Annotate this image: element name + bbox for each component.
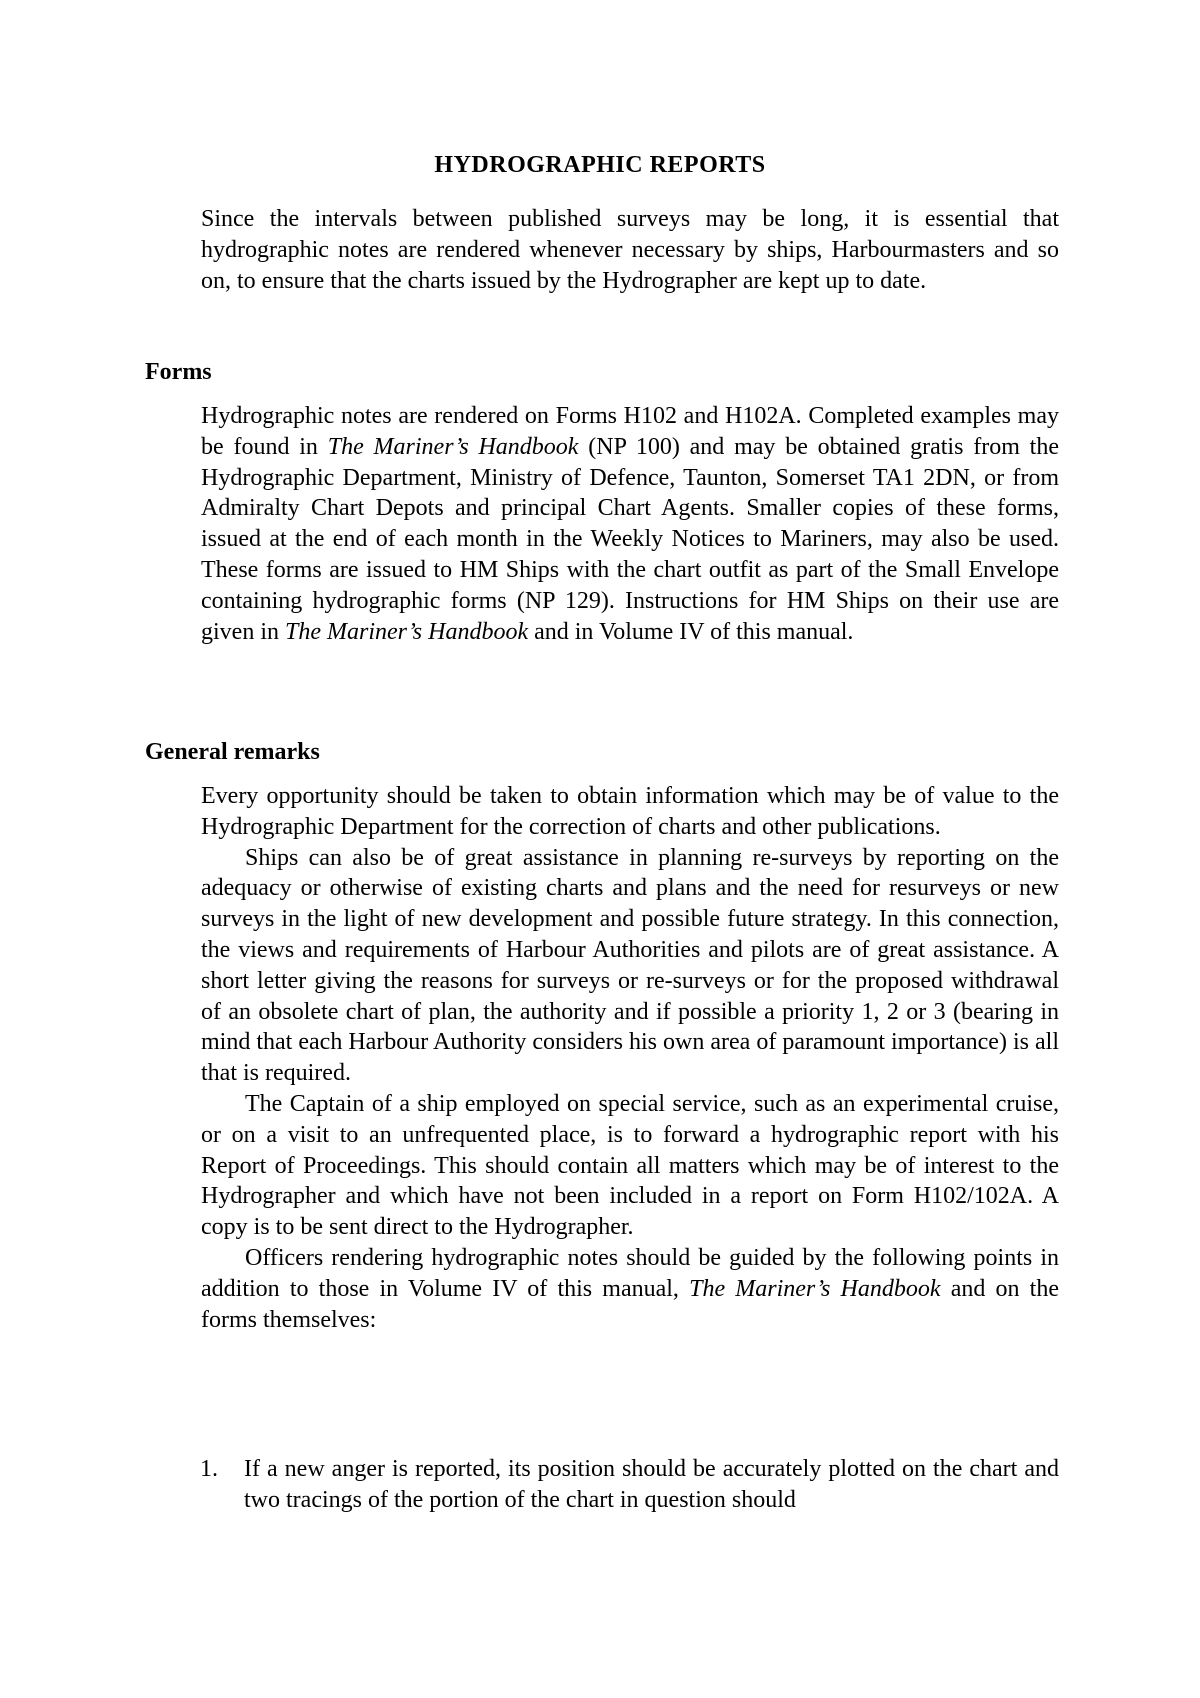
list-item-number: 1. [200,1456,218,1482]
forms-text-part-3: and in Volume IV of this manual. [528,618,854,645]
forms-book-title-1: The Mariner’s Handbook [327,433,579,460]
forms-text [201,401,1059,647]
general-remarks-body [201,781,1059,1335]
intro-text: Since the intervals between published surveys may be long, it is essential that hydrographic notes are rendered whenever necessary by ships, Harbourmasters and so on, to ensure that the charts issued by the Hydrographer are kept up to date. [201,206,1059,294]
general-book-title: The Mariner’s Handbook [689,1275,941,1302]
forms-book-title-2: The Mariner’s Handbook [285,618,529,645]
general-paragraph-3: The Captain of a ship employed on special service, such as an experimental cruise, or on a visit to an unfrequented place, is to forward a hydrographic report with his Report of Proceedings. This should contain all matters which may be of interest to the Hydrographer and which have not been included in a report on Form H102/102A. A copy is to be sent direct to the Hydrographer. [201,1090,1059,1241]
list-item-text: If a new anger is reported, its position should be accurately plotted on the chart and two tracings of the portion of the chart in question should [244,1456,1059,1513]
list-item [201,1454,1059,1516]
intro-paragraph [201,204,1059,296]
forms-text-part-1: Hydrographic notes are rendered on Forms H102 and H102A. Completed examples may be found in [201,403,1059,460]
general-paragraph-4 [201,1243,1059,1335]
general-paragraph-4-part-2: and on the forms themselves: [201,1275,1059,1333]
forms-text-part-2: (NP 100) and may be obtained gratis from the Hydrographic Department, Ministry of Defence, Taunton, Somerset TA1 2DN, or from Admiralty Chart Depots and principal Chart Agents. Smaller copies of these forms, issued at the end of each month in the Weekly Notices to Mariners, may also be used. These forms are issued to HM Ships with the chart outfit as part of the Small Envelope containing hydrographic forms (NP 129). Instructions for HM Ships on their use are given in [201,433,1060,645]
numbered-list [201,1454,1059,1516]
section-heading-forms: Forms [145,359,212,385]
page-title: HYDROGRAPHIC REPORTS [434,152,766,178]
forms-paragraph [201,401,1059,647]
general-paragraph-2: Ships can also be of great assistance in planning re-surveys by reporting on the adequacy or otherwise of existing charts and plans and the need for resurveys or new surveys in the light of new development and possible future strategy. In this connection, the views and requirements of Harbour Authorities and pilots are of great assistance. A short letter giving the reasons for surveys or re-surveys or for the proposed withdrawal of an obsolete chart of plan, the authority and if possible a priority 1, 2 or 3 (bearing in mind that each Harbour Authority considers his own area of paramount importance) is all that is required. [201,844,1059,1087]
general-paragraph-4-part-1: Officers rendering hydrographic notes should be guided by the following points in addition to those in Volume IV of this manual, [201,1244,1059,1302]
section-heading-general-remarks: General remarks [145,739,320,765]
general-paragraph-1: Every opportunity should be taken to obtain information which may be of value to the Hydrographic Department for the correction of charts and other publications. [201,783,1059,840]
